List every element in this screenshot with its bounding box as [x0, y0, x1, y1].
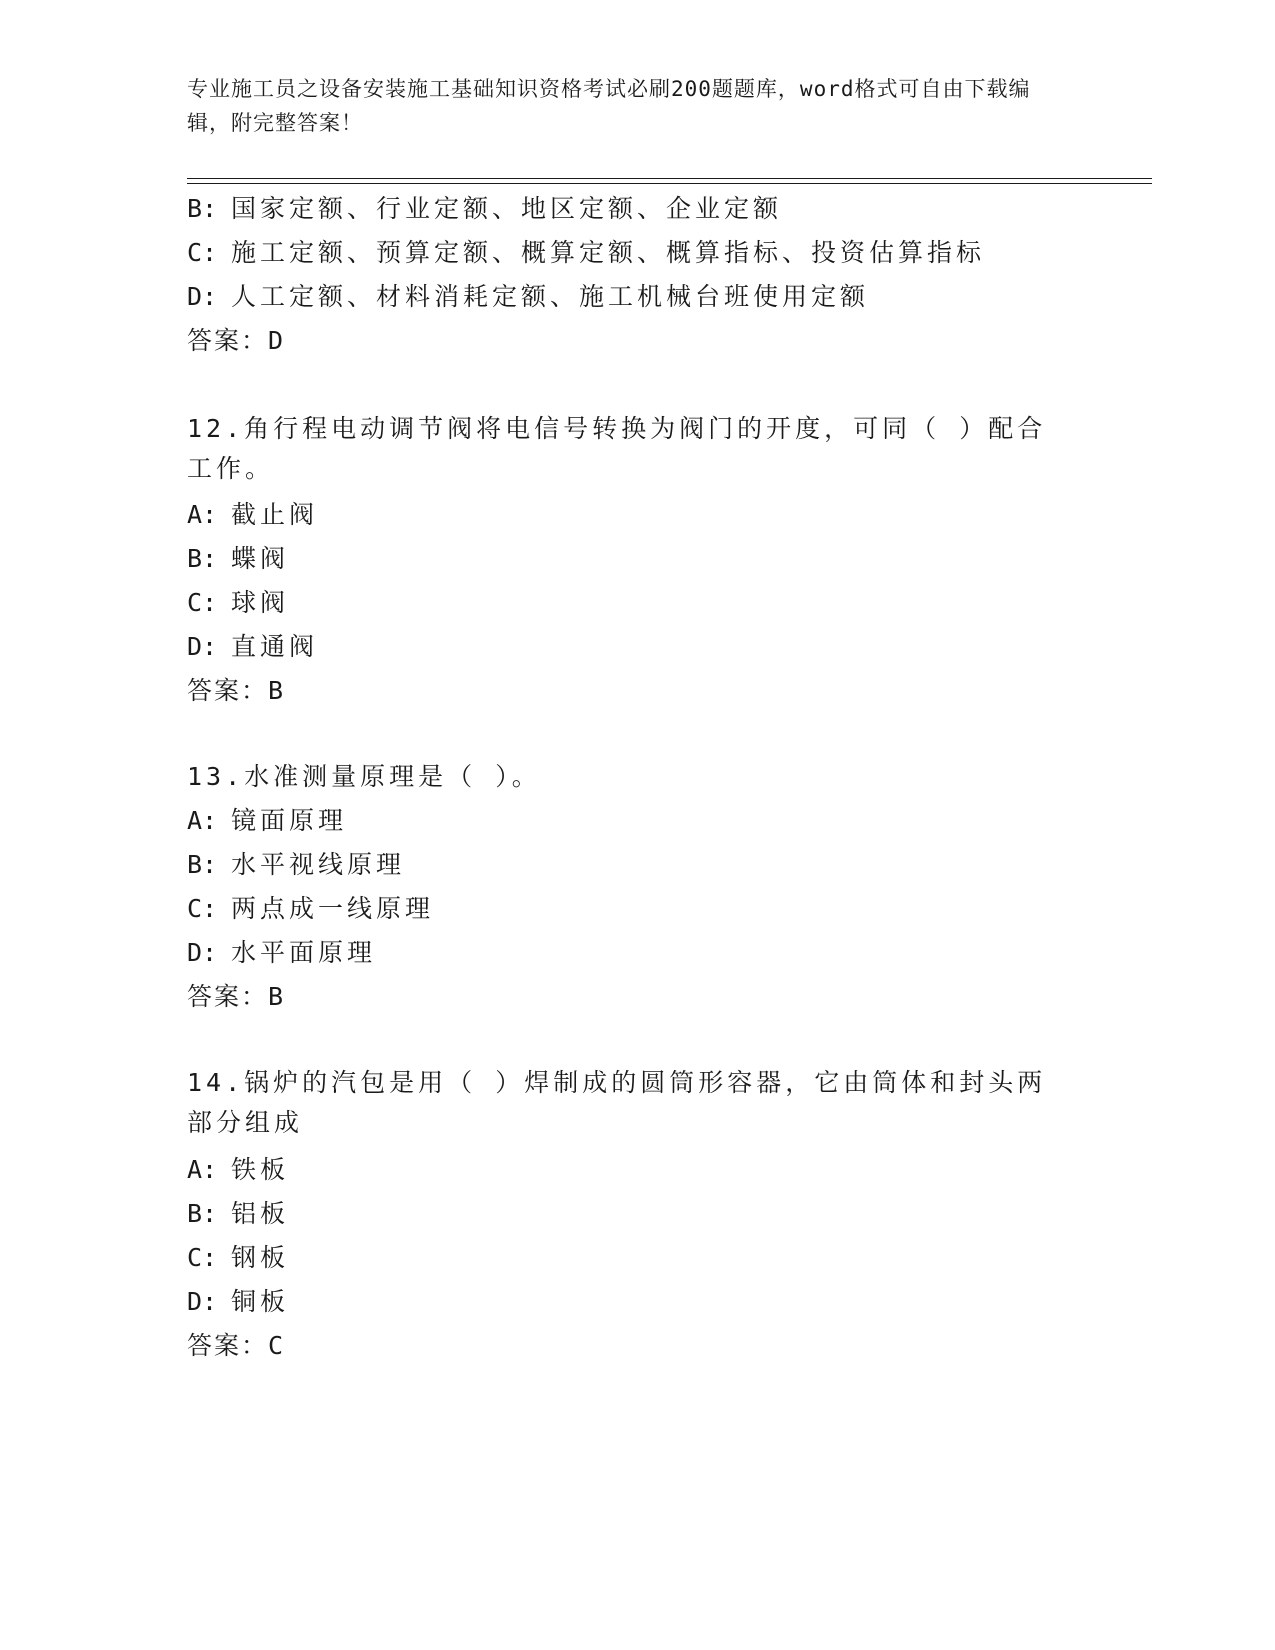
- document-header: 专业施工员之设备安装施工基础知识资格考试必刷200题题库，word格式可自由下载编辑，附完整答案！: [187, 77, 1031, 135]
- option-label: D:: [187, 282, 218, 311]
- option-d: [187, 277, 869, 317]
- option-text: 人工定额、材料消耗定额、施工机械台班使用定额: [231, 282, 870, 311]
- header-divider-bottom: [187, 183, 1152, 184]
- option-label: A:: [187, 806, 218, 835]
- option-label: D:: [187, 1287, 218, 1316]
- option-text: 球阀: [231, 588, 290, 617]
- answer: 答案：D: [187, 326, 286, 355]
- option-label: B:: [187, 194, 218, 223]
- option-a: [187, 801, 347, 841]
- option-label: D:: [187, 632, 218, 661]
- option-b: [187, 845, 405, 885]
- answer: 答案：B: [187, 676, 286, 705]
- option-b: [187, 539, 289, 579]
- option-text: 铜板: [231, 1287, 290, 1316]
- option-b: [187, 1194, 289, 1234]
- option-text: 国家定额、行业定额、地区定额、企业定额: [231, 194, 783, 223]
- answer: 答案：B: [187, 982, 286, 1011]
- option-text: 钢板: [231, 1243, 290, 1272]
- option-d: [187, 933, 376, 973]
- option-label: D:: [187, 938, 218, 967]
- option-d: [187, 1282, 289, 1322]
- option-text: 截止阀: [231, 500, 319, 529]
- option-label: B:: [187, 850, 218, 879]
- option-text: 水平视线原理: [231, 850, 406, 879]
- option-label: B:: [187, 544, 218, 573]
- option-text: 铁板: [231, 1155, 290, 1184]
- answer: 答案：C: [187, 1331, 286, 1360]
- option-a: [187, 495, 318, 535]
- header-divider-top: [187, 178, 1152, 179]
- option-c: [187, 583, 289, 623]
- option-text: 直通阀: [231, 632, 319, 661]
- option-text: 铝板: [231, 1199, 290, 1228]
- option-text: 镜面原理: [231, 806, 348, 835]
- option-text: 水平面原理: [231, 938, 377, 967]
- option-label: A:: [187, 500, 218, 529]
- question-text: 14.锅炉的汽包是用（ ）焊制成的圆筒形容器，它由筒体和封头两部分组成: [187, 1068, 1047, 1137]
- option-d: [187, 627, 318, 667]
- question-text: 13.水准测量原理是（ ）。: [187, 762, 541, 791]
- option-label: B:: [187, 1199, 218, 1228]
- question-text: 12.角行程电动调节阀将电信号转换为阀门的开度，可同（ ）配合工作。: [187, 414, 1047, 483]
- option-text: 两点成一线原理: [231, 894, 435, 923]
- option-c: [187, 889, 434, 929]
- option-b: [187, 189, 782, 229]
- option-text: 施工定额、预算定额、概算定额、概算指标、投资估算指标: [231, 238, 986, 267]
- option-label: C:: [187, 238, 218, 267]
- option-label: C:: [187, 894, 218, 923]
- option-label: C:: [187, 588, 218, 617]
- option-a: [187, 1150, 289, 1190]
- option-c: [187, 233, 985, 273]
- option-label: C:: [187, 1243, 218, 1272]
- option-label: A:: [187, 1155, 218, 1184]
- option-c: [187, 1238, 289, 1278]
- option-text: 蝶阀: [231, 544, 290, 573]
